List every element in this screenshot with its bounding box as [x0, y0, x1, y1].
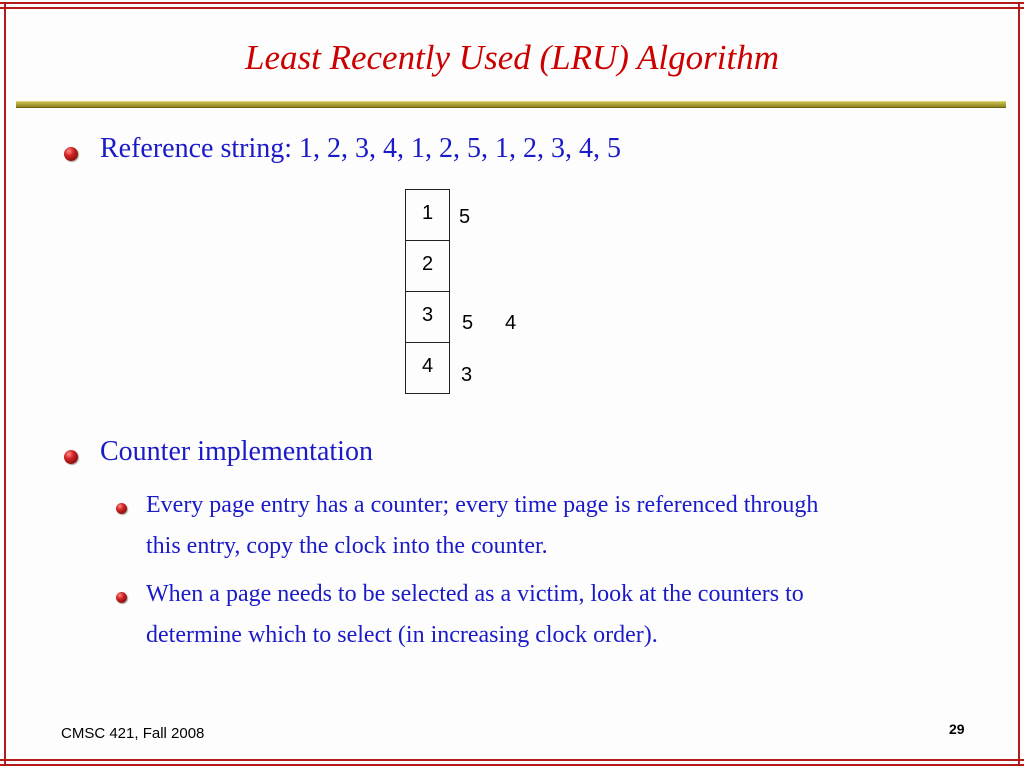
footer-course: CMSC 421, Fall 2008: [61, 725, 205, 742]
counter-implementation-text: Counter implementation: [100, 436, 373, 467]
page-number: 29: [949, 721, 965, 737]
sub-bullet-icon: [116, 592, 127, 603]
frame-cell: 4: [406, 343, 450, 394]
frame-1-replacement: 5: [459, 206, 471, 228]
bottom-border-inner: [0, 759, 1024, 761]
title-divider: [16, 101, 1006, 108]
frame-3-replacement: 4: [505, 312, 517, 334]
right-border: [1018, 2, 1020, 766]
bullet-icon: [64, 147, 78, 161]
frame-cell: 2: [406, 241, 450, 292]
sub-bullet-text: [146, 485, 966, 567]
bottom-border-outer: [0, 764, 1024, 766]
frame-cell: 3: [406, 292, 450, 343]
reference-string-text: Reference string: 1, 2, 3, 4, 1, 2, 5, 1, 2, 3, 4, 5: [100, 133, 622, 164]
frame-3-replacement: 5: [462, 312, 474, 334]
bullet-icon: [64, 450, 78, 464]
sub-bullet-text: [146, 574, 966, 656]
sub-bullet-line: this entry, copy the clock into the counter.: [146, 533, 548, 559]
top-border-outer: [0, 2, 1024, 4]
sub-bullet-icon: [116, 503, 127, 514]
slide-title: Least Recently Used (LRU) Algorithm: [245, 38, 779, 77]
page-frames-table: [405, 189, 450, 394]
left-border: [4, 2, 6, 766]
sub-bullet-line: When a page needs to be selected as a victim, look at the counters to: [146, 581, 804, 607]
frame-4-replacement: 3: [461, 364, 473, 386]
sub-bullet-line: determine which to select (in increasing clock order).: [146, 622, 658, 648]
frame-cell: 1: [406, 190, 450, 241]
sub-bullet-line: Every page entry has a counter; every time page is referenced through: [146, 492, 819, 518]
top-border-inner: [0, 7, 1024, 9]
